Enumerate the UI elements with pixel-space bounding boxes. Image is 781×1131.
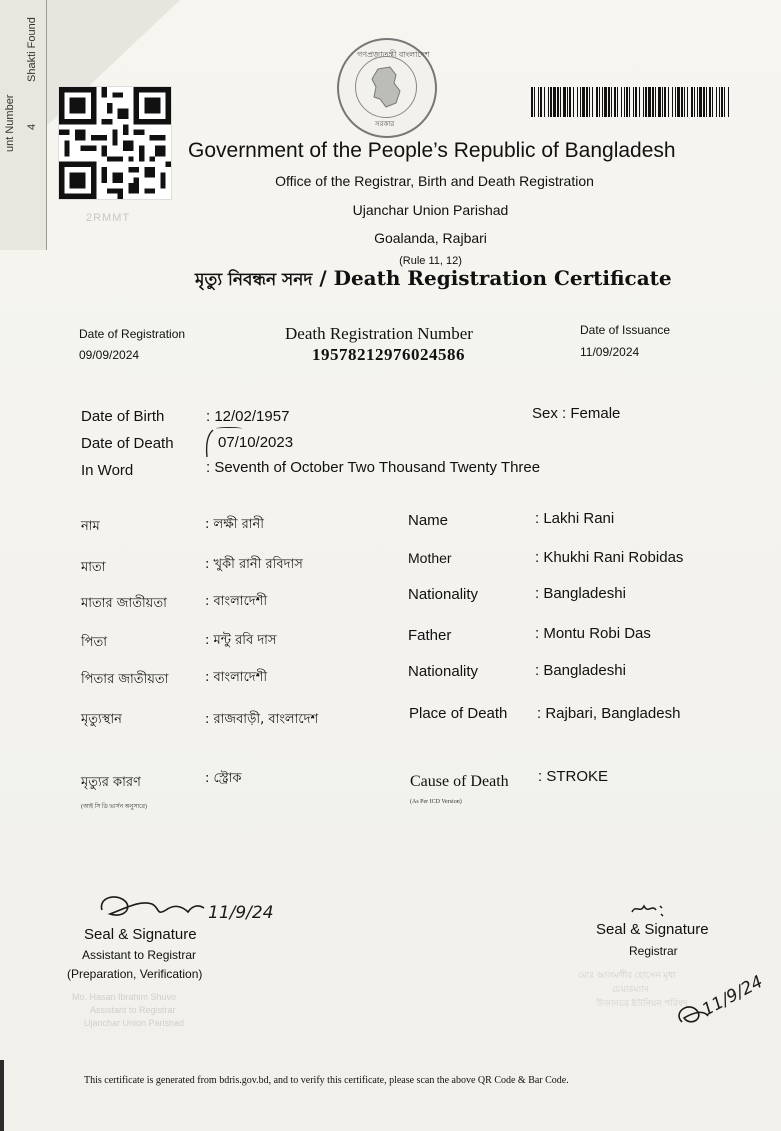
- barcode[interactable]: [531, 87, 729, 117]
- assistant-registrar-role: Assistant to Registrar: [82, 948, 197, 962]
- registrar-faded-stamp-line-1: মোঃ আলমগীর হোসেন মৃধা: [578, 970, 676, 980]
- mother-nationality-bn-value: : বাংলাদেশী: [205, 594, 268, 609]
- registrar-initial-signature: [630, 898, 670, 922]
- cause-of-death-en-note: (As Per ICD Version): [410, 799, 462, 805]
- right-seal-signature-caption: Seal & Signature: [596, 921, 709, 938]
- cause-of-death-bn-value: : স্ট্রোক: [205, 771, 242, 786]
- name-bn-value: : লক্ষী রানী: [205, 517, 264, 532]
- location-line: Goalanda, Rajbari: [374, 230, 487, 246]
- left-seal-signature-caption: Seal & Signature: [84, 926, 197, 943]
- death-date-value: 07/10/2023: [218, 434, 294, 451]
- death-date-inword-value: : Seventh of October Two Thousand Twenty Three: [206, 459, 541, 476]
- place-of-death-bn-value: : রাজবাড়ী, বাংলাদেশ: [205, 712, 319, 727]
- assistant-signature-date: 11/9/24: [208, 903, 274, 923]
- edge-number-label: unt Number: [4, 94, 16, 152]
- registration-date-value: 09/09/2024: [79, 348, 140, 362]
- certificate-title-bn: মৃত্যু নিবন্ধন সনদ: [195, 270, 313, 290]
- certificate-title-separator: /: [312, 266, 334, 290]
- mother-bn-value: : খুকী রানী রবিদাস: [205, 557, 303, 572]
- registrar-role: Registrar: [629, 944, 678, 958]
- birth-date-value: : 12/02/1957: [206, 408, 290, 425]
- father-nationality-bn-label: পিতার জাতীয়তা: [81, 672, 169, 687]
- name-en-label: Name: [408, 512, 449, 529]
- birth-date-label: Date of Birth: [81, 408, 165, 425]
- name-en-value: : Lakhi Rani: [535, 510, 615, 527]
- mother-en-value: : Khukhi Rani Robidas: [535, 549, 684, 566]
- mother-bn-label: মাতা: [81, 560, 106, 575]
- certificate-title: [195, 266, 672, 295]
- cause-of-death-en-label: Cause of Death: [410, 773, 509, 790]
- father-bn-label: পিতা: [81, 635, 108, 650]
- office-line: Office of the Registrar, Birth and Death Registration: [275, 173, 594, 189]
- father-en-label: Father: [408, 627, 452, 644]
- name-bn-label: নাম: [81, 519, 100, 534]
- death-date-inword-label: In Word: [81, 462, 134, 479]
- place-of-death-en-value: : Rajbari, Bangladesh: [537, 705, 681, 722]
- death-date-label: Date of Death: [81, 435, 174, 452]
- handwritten-mark: [201, 427, 217, 459]
- cause-of-death-bn-label: মৃত্যুর কারণ: [81, 775, 141, 790]
- father-nationality-en-label: Nationality: [408, 663, 479, 680]
- mother-en-label: Mother: [408, 550, 452, 566]
- mother-nationality-bn-label: মাতার জাতীয়তা: [81, 596, 167, 611]
- registrar-faded-stamp-line-3: উজানচর ইউনিয়ন পরিষদ: [596, 998, 688, 1008]
- place-of-death-en-label: Place of Death: [409, 705, 508, 722]
- scan-edge: [0, 1060, 4, 1131]
- registration-number-label: Death Registration Number: [285, 324, 473, 343]
- assistant-registrar-note: (Preparation, Verification): [67, 967, 203, 981]
- cause-of-death-en-value: : STROKE: [538, 768, 609, 785]
- assistant-faded-stamp-line-1: Mo. Hasan Ibrahim Shuvo: [72, 992, 177, 1002]
- seal-text-bottom: সরকার: [375, 120, 395, 128]
- father-nationality-bn-value: : বাংলাদেশী: [205, 670, 268, 685]
- union-line: Ujanchar Union Parishad: [352, 202, 509, 218]
- assistant-faded-stamp-line-3: Ujanchar Union Parishad: [84, 1018, 185, 1028]
- rule-line: (Rule 11, 12): [399, 255, 462, 267]
- place-of-death-bn-label: মৃত্যুস্থান: [81, 712, 122, 727]
- cause-of-death-bn-note: (আই সি ডি ভার্সন অনুসারে): [81, 804, 147, 810]
- handwritten-stroke: [216, 427, 242, 430]
- certificate-title-en: Death Registration Certificate: [333, 266, 672, 290]
- government-title: Government of the People’s Republic of Bangladesh: [188, 139, 676, 162]
- seal-text-top: গণপ্রজাতন্ত্রী বাংলাদেশ: [357, 50, 430, 59]
- verification-footer: This certificate is generated from bdris.gov.bd, and to verify this certificate, please scan the above QR Code & Bar Code.: [84, 1075, 569, 1086]
- registration-date-label: Date of Registration: [79, 327, 186, 341]
- father-bn-value: : মন্টু রবি দাস: [205, 633, 277, 648]
- government-seal: [337, 38, 437, 138]
- registration-number-value: 19578212976024586: [312, 345, 465, 364]
- seal-map-emblem: [355, 56, 417, 118]
- father-en-value: : Montu Robi Das: [535, 625, 651, 642]
- registrar-signature-date: 11/9/24: [698, 971, 767, 1021]
- issuance-date-value: 11/09/2024: [580, 345, 640, 359]
- registrar-faded-stamp-line-2: চেয়ারম্যান: [612, 984, 649, 994]
- mother-nationality-en-value: : Bangladeshi: [535, 585, 626, 602]
- edge-number-fragment: 4: [26, 123, 38, 130]
- sex-value: Sex : Female: [532, 405, 621, 422]
- father-nationality-en-value: : Bangladeshi: [535, 662, 626, 679]
- registrar-signature: [672, 971, 776, 1040]
- mother-nationality-en-label: Nationality: [408, 586, 479, 603]
- assistant-faded-stamp-line-2: Assistant to Registrar: [90, 1005, 176, 1015]
- edge-org-fragment: Shakti Found: [26, 17, 38, 82]
- qr-code-caption: 2RMMT: [86, 212, 131, 224]
- issuance-date-label: Date of Issuance: [580, 323, 671, 337]
